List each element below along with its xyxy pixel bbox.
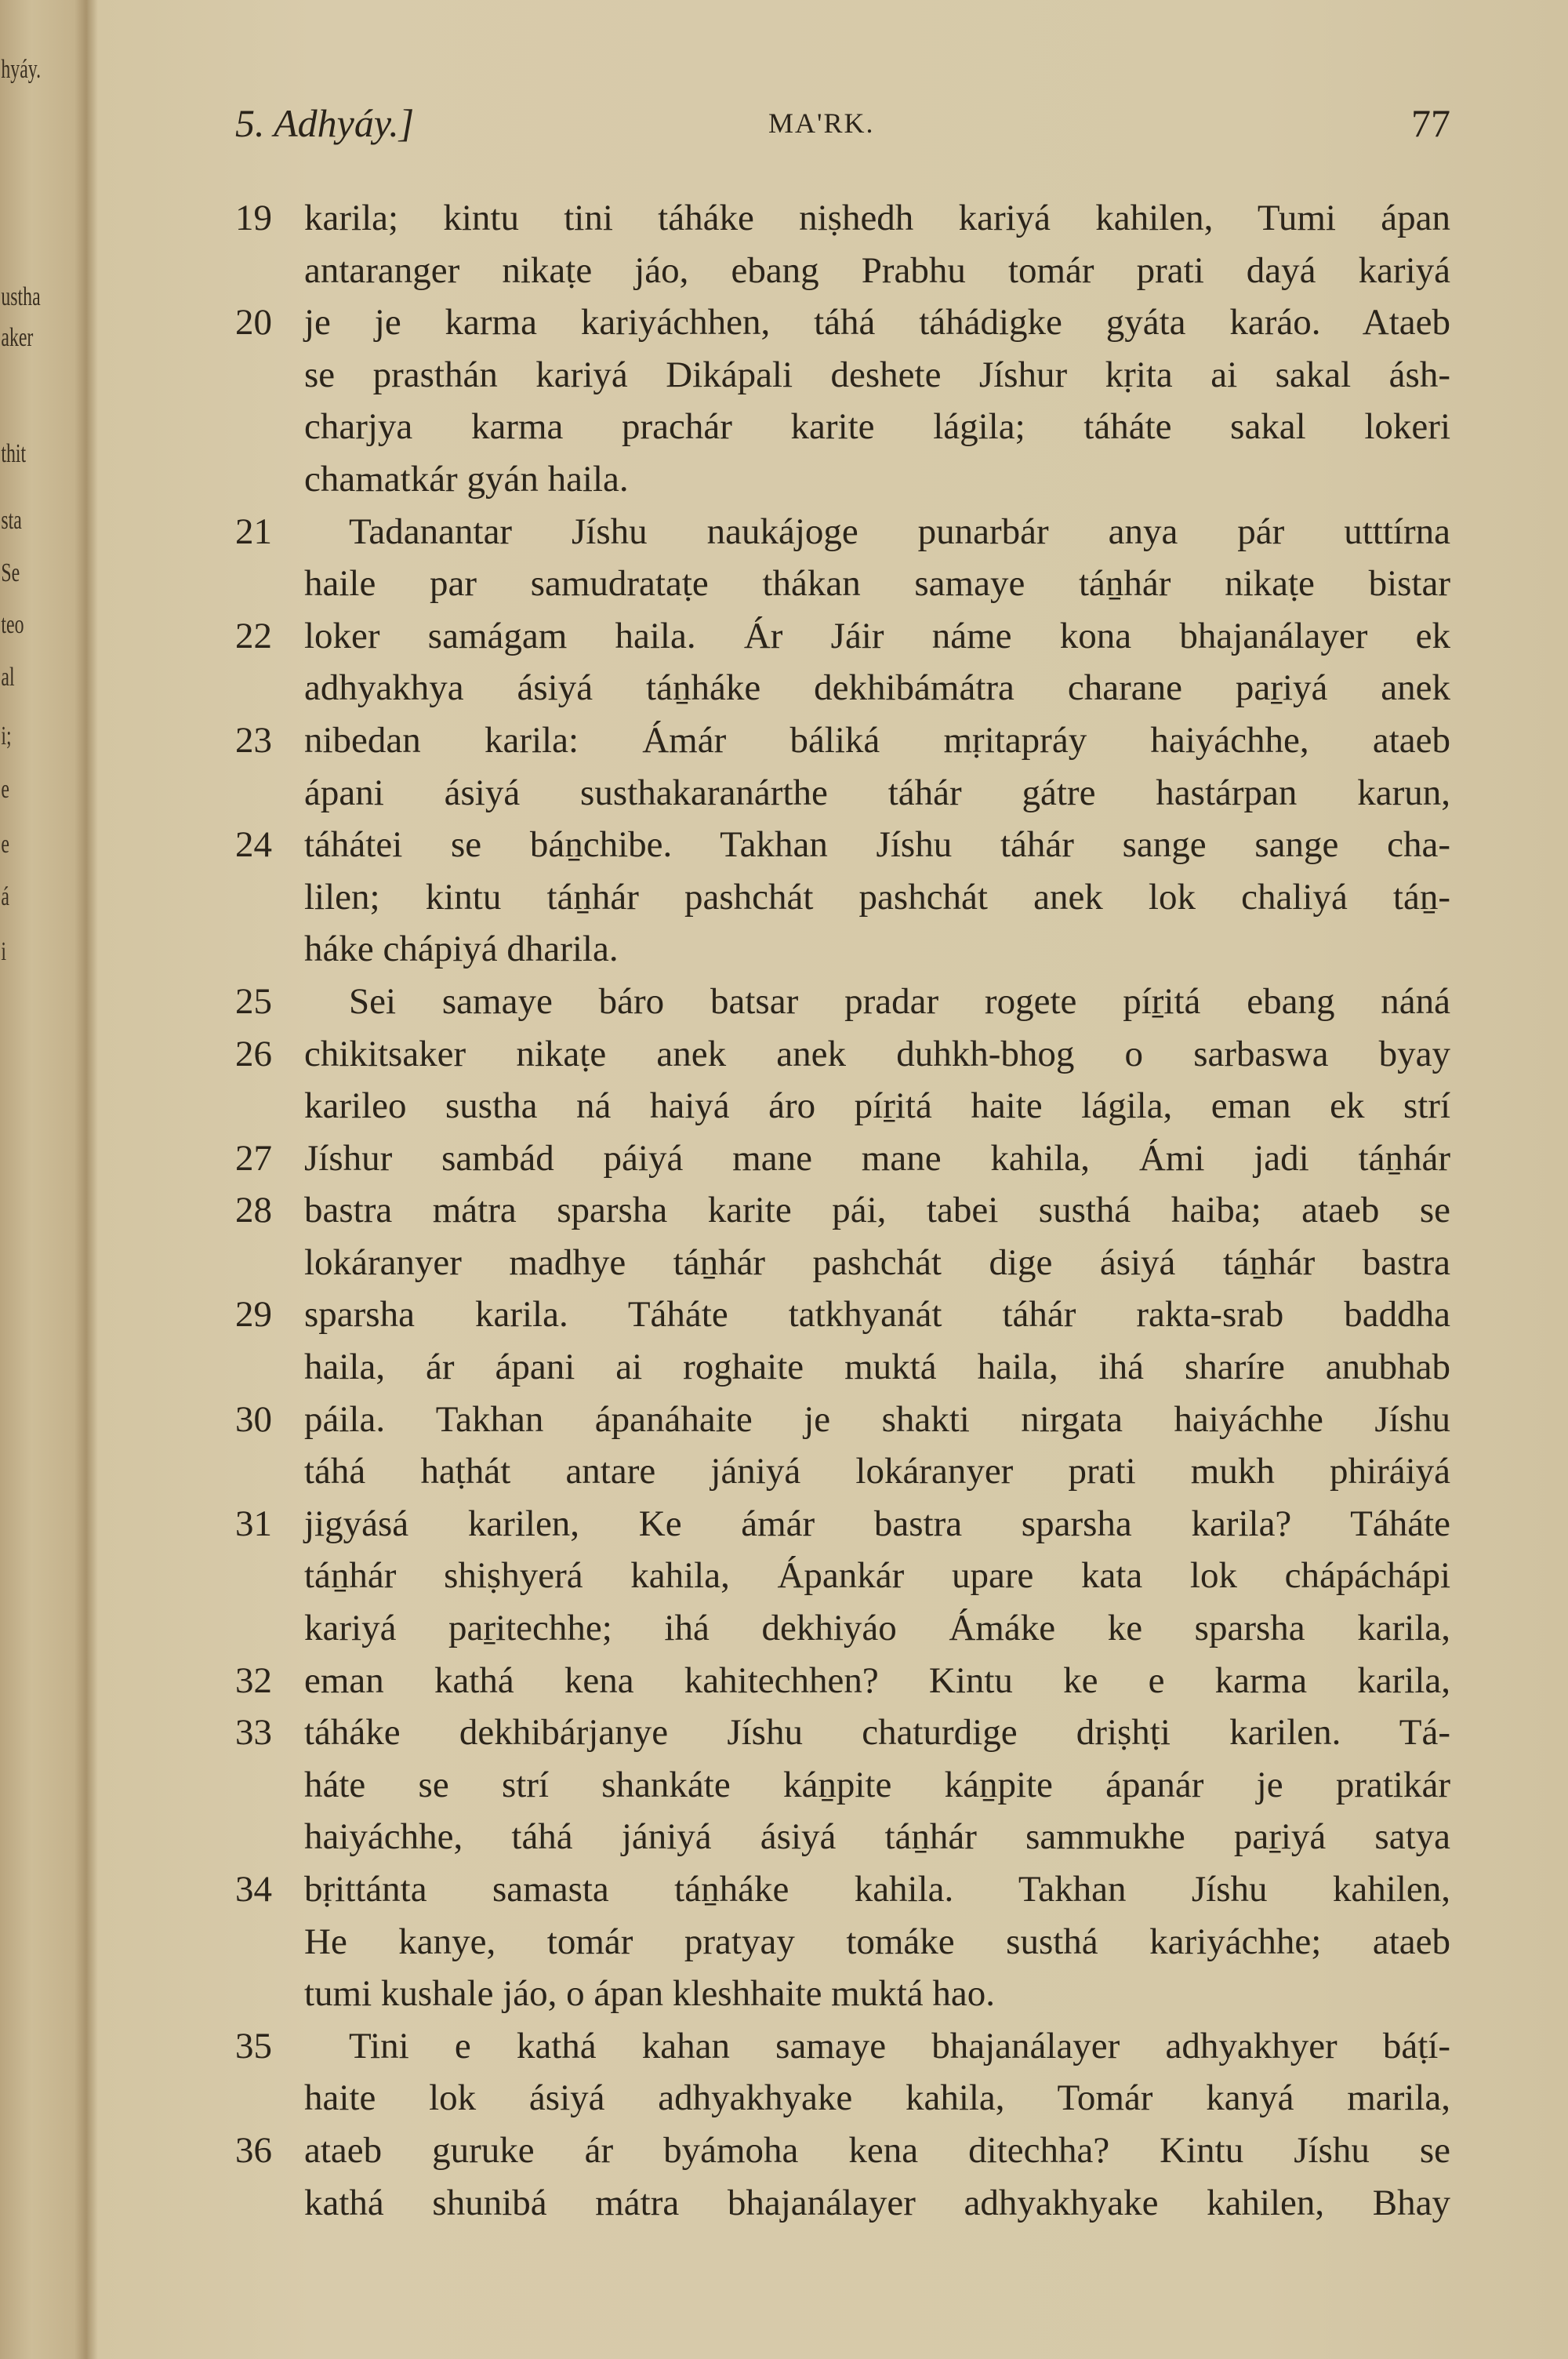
margin-fragment: ustha: [1, 282, 41, 311]
book-title: MA'RK.: [768, 107, 875, 139]
text-line: [235, 349, 1450, 402]
text-line: [235, 1759, 1450, 1812]
text-line: [235, 610, 1450, 663]
previous-page-margin: [0, 0, 44, 1098]
margin-fragment: sta: [1, 506, 22, 535]
margin-fragment: Se: [1, 558, 20, 587]
verse-number: 27: [235, 1137, 272, 1179]
text-line: [235, 453, 1450, 506]
text-line: [235, 871, 1450, 924]
verse-number: 32: [235, 1659, 272, 1701]
line-text: bastra mátra sparsha karite pái, tabei susthá haiba; ataeb se: [304, 1190, 1450, 1231]
line-text: páila. Takhan ápanáhaite je shakti nirgata haiyáchhe Jíshu: [304, 1398, 1450, 1440]
margin-fragment: al: [1, 663, 15, 692]
line-text: jigyásá karilen, Ke ámár bastra sparsha karila? Táháte: [304, 1503, 1450, 1544]
line-text: haila, ár ápani ai roghaite muktá haila, ihá sharíre anubhab: [304, 1347, 1450, 1388]
text-line: [235, 767, 1450, 820]
text-line: [235, 1863, 1450, 1916]
text-line: [235, 1184, 1450, 1237]
text-line: [235, 1237, 1450, 1289]
verse-number: 24: [235, 824, 272, 866]
text-line: [235, 558, 1450, 610]
margin-fragment: aker: [1, 323, 34, 352]
verse-number: 22: [235, 615, 272, 656]
line-text: loker samágam haila. Ár Jáir náme kona bhajanálayer ek: [304, 615, 1450, 656]
text-line: [235, 1445, 1450, 1498]
running-header: [235, 100, 1450, 155]
line-text: chamatkár gyán haila.: [304, 458, 629, 500]
verse-number: 25: [235, 980, 272, 1022]
line-text: He kanye, tomár pratyay tomáke susthá kariyáchhe; ataeb: [304, 1921, 1450, 1962]
verse-number: 36: [235, 2129, 272, 2171]
margin-fragment: á: [1, 882, 9, 911]
line-text: lilen; kintu táṉhár pashchát pashchát anek lok chaliyá táṉ-: [304, 876, 1450, 918]
text-line: [235, 296, 1450, 349]
text-line: [235, 1602, 1450, 1655]
text-line: [235, 2177, 1450, 2230]
line-text: haite lok ásiyá adhyakhyake kahila, Tomár kanyá marila,: [304, 2077, 1450, 2119]
margin-fragment: hyáy.: [1, 55, 42, 84]
verse-number: 19: [235, 198, 272, 238]
verse-number: 31: [235, 1503, 272, 1544]
line-text: charjya karma prachár karite lágila; táháte sakal lokeri: [304, 406, 1450, 448]
text-line: [235, 401, 1450, 453]
line-text: tumi kushale jáo, o ápan kleshhaite muktá hao.: [304, 1973, 996, 2015]
line-text: Tadanantar Jíshu naukájoge punarbár anya pár utttírna: [349, 511, 1450, 552]
verse-number: 33: [235, 1712, 272, 1754]
text-line: [235, 1811, 1450, 1863]
line-text: antaranger nikaṭe jáo, ebang Prabhu tomár prati dayá kariyá: [304, 249, 1450, 291]
text-line: [235, 1080, 1450, 1132]
line-text: bṛittánta samasta táṉháke kahila. Takhan Jíshu kahilen,: [304, 1869, 1450, 1910]
verse-number: 34: [235, 1869, 272, 1910]
line-text: lokáranyer madhye táṉhár pashchát dige ásiyá táṉhár bastra: [304, 1241, 1450, 1283]
line-text: sparsha karila. Táháte tatkhyanát táhár rakta-srab baddha: [304, 1294, 1450, 1336]
chapter-heading: 5. Adhyáy.]: [235, 101, 415, 145]
line-text: Tini e kathá kahan samaye bhajanálayer adhyakhyer báṭí-: [349, 2025, 1450, 2066]
text-line: [235, 1028, 1450, 1081]
line-text: karila; kintu tini táháke niṣhedh kariyá kahilen, Tumi ápan: [304, 198, 1450, 238]
text-line: [235, 192, 1450, 245]
line-text: je je karma kariyáchhen, táhá táhádigke gyáta karáo. Ataeb: [304, 302, 1450, 343]
text-line: [235, 245, 1450, 297]
line-text: kariyá paṟitechhe; ihá dekhiyáo Ámáke ke sparsha karila,: [304, 1608, 1450, 1649]
line-text: Sei samaye báro batsar pradar rogete píṟitá ebang náná: [349, 980, 1450, 1022]
verse-number: 23: [235, 719, 272, 761]
text-line: [235, 662, 1450, 714]
line-text: se prasthán kariyá Dikápali deshete Jíshur kṛita ai sakal ásh-: [304, 354, 1450, 395]
line-text: háke chápiyá dharila.: [304, 929, 619, 970]
verse-number: 35: [235, 2025, 272, 2066]
text-line: [235, 819, 1450, 871]
margin-fragment: teo: [1, 610, 24, 639]
text-line: [235, 2072, 1450, 2125]
text-line: [235, 1341, 1450, 1394]
line-text: táṉhár shiṣhyerá kahila, Ápankár upare kata lok chápáchápi: [304, 1555, 1450, 1597]
verse-number: 26: [235, 1033, 272, 1074]
text-line: [235, 1707, 1450, 1759]
text-line: [235, 1394, 1450, 1446]
margin-fragment: i;: [1, 722, 12, 751]
page-number: 77: [1411, 101, 1450, 145]
text-line: [235, 976, 1450, 1028]
line-text: karileo sustha ná haiyá áro píṟitá haite lágila, eman ek strí: [304, 1085, 1450, 1127]
text-line: [235, 923, 1450, 976]
text-line: [235, 1498, 1450, 1550]
verse-number: 29: [235, 1294, 272, 1336]
line-text: ápani ásiyá susthakaranárthe táhár gátre hastárpan karun,: [304, 772, 1450, 813]
line-text: adhyakhya ásiyá táṉháke dekhibámátra charane paṟiyá anek: [304, 667, 1450, 709]
line-text: eman kathá kena kahitechhen? Kintu ke e karma karila,: [304, 1659, 1450, 1701]
line-text: nibedan karila: Ámár báliká mṛitapráy haiyáchhe, ataeb: [304, 719, 1450, 761]
line-text: kathá shunibá mátra bhajanálayer adhyakhyake kahilen, Bhay: [304, 2182, 1450, 2223]
text-line: [235, 2020, 1450, 2073]
line-text: Jíshur sambád páiyá mane mane kahila, Ámi jadi táṉhár: [304, 1137, 1450, 1179]
verse-number: 30: [235, 1398, 272, 1440]
margin-fragment: e: [1, 830, 9, 859]
line-text: ataeb guruke ár byámoha kena ditechha? Kintu Jíshu se: [304, 2129, 1450, 2171]
margin-fragment: i: [1, 937, 7, 966]
text-line: [235, 1550, 1450, 1602]
text-line: [235, 714, 1450, 767]
text-line: [235, 2125, 1450, 2177]
text-line: [235, 1289, 1450, 1341]
text-line: [235, 1655, 1450, 1707]
verse-number: 20: [235, 302, 272, 343]
verse-number: 21: [235, 511, 272, 552]
line-text: háte se strí shankáte káṉpite káṉpite ápanár je pratikár: [304, 1764, 1450, 1805]
page-body-text: [235, 192, 1450, 2229]
verse-number: 28: [235, 1190, 272, 1231]
margin-fragment: thit: [1, 439, 27, 468]
text-line: [235, 1968, 1450, 2020]
margin-fragment: e: [1, 775, 9, 804]
line-text: haile par samudrataṭe thákan samaye táṉhár nikaṭe bistar: [304, 563, 1450, 605]
line-text: táháke dekhibárjanye Jíshu chaturdige driṣhṭi karilen. Tá-: [304, 1712, 1450, 1754]
text-line: [235, 506, 1450, 558]
line-text: táhá haṭhát antare jániyá lokáranyer prati mukh phiráiyá: [304, 1451, 1450, 1492]
line-text: táhátei se báṉchibe. Takhan Jíshu táhár sange sange cha-: [304, 824, 1450, 866]
text-line: [235, 1916, 1450, 1968]
line-text: chikitsaker nikaṭe anek anek duhkh-bhog o sarbaswa byay: [304, 1033, 1450, 1074]
text-line: [235, 1132, 1450, 1185]
line-text: haiyáchhe, táhá jániyá ásiyá táṉhár sammukhe paṟiyá satya: [304, 1816, 1450, 1858]
